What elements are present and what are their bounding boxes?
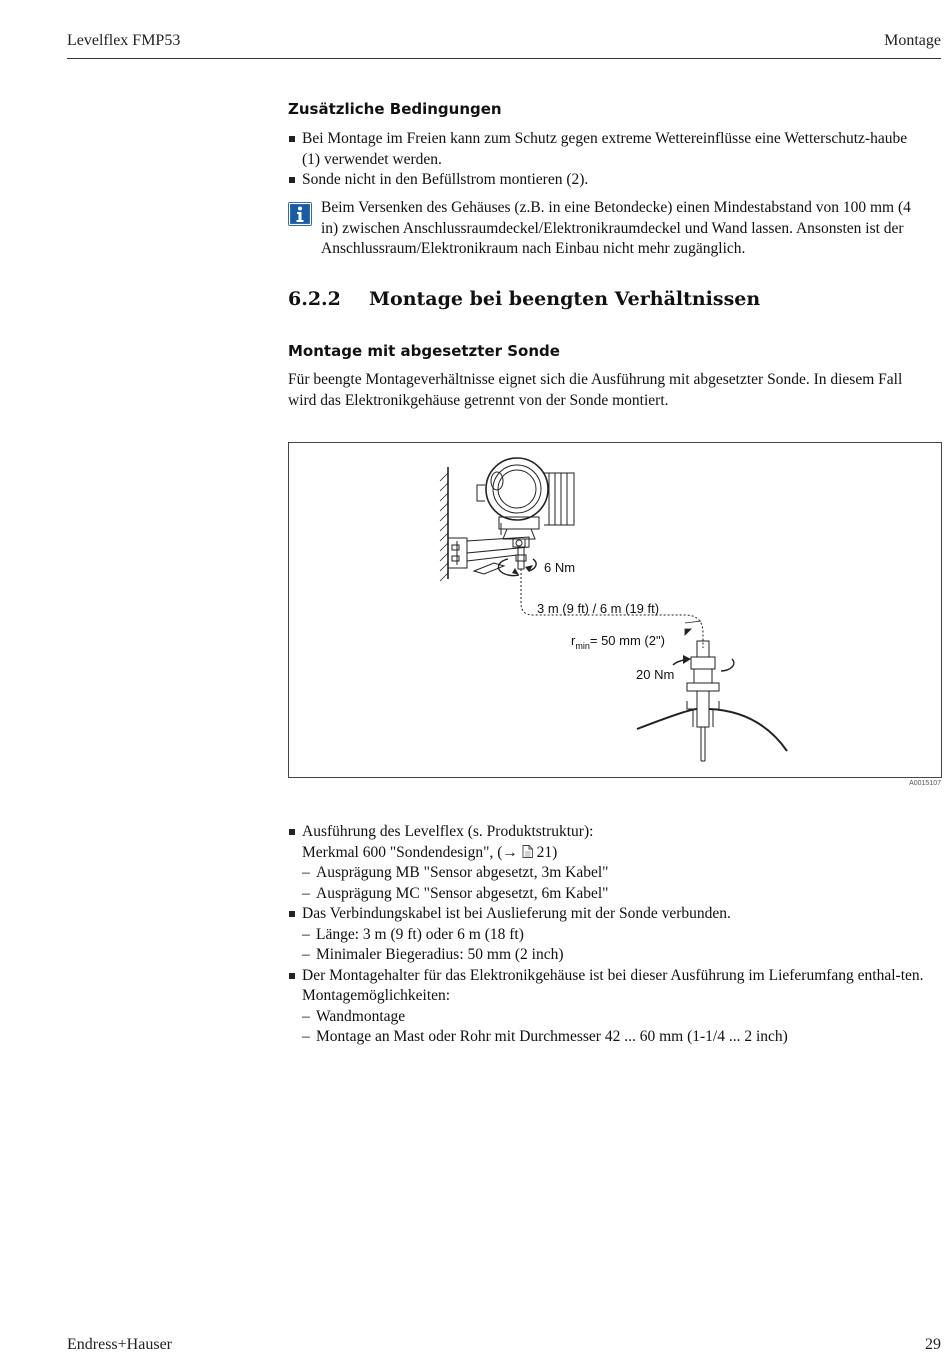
sub-item: – Ausprägung MB "Sensor abgesetzt, 3m Kabel" [302,863,928,884]
info-icon [288,202,312,226]
list-item: Ausführung des Levelflex (s. Produktstruktur): Merkmal 600 "Sondendesign", (→ 21) – Ausprägung MB "Sensor abgesetzt, 3m Kabel" – Ausprägung MC "Sensor abgesetzt, 6m Kabel" [288,822,928,904]
figure-id: A0015107 [909,780,941,787]
sub-item: – Montage an Mast oder Rohr mit Durchmesser 42 ... 60 mm (1-1/4 ... 2 inch) [302,1027,928,1048]
page-reference-icon [522,844,533,861]
note-text: Beim Versenken des Gehäuses (z.B. in eine Betondecke) einen Mindestabstand von 100 mm (4 in) zwischen Anschlussraumdeckel/Elektronikraumdeckel und Wand lassen. Ansonsten ist der Anschlussraum/Elektronikraum nach Einbau nicht mehr zugänglich. [321,199,911,257]
wall [440,467,448,581]
page-number: 29 [925,1336,941,1353]
header-rule [67,58,941,59]
probe-head [673,641,734,691]
subsection-intro: Für beengte Montageverhältnisse eignet sich die Ausführung mit abgesetzter Sonde. In diesem Fall wird das Elektronikgehäuse getrennt von der Sonde montiert. [288,371,903,409]
details-list [288,822,928,1048]
conditions-heading: Zusätzliche Bedingungen [288,100,502,118]
conditions-list [288,129,928,191]
tank-roof [637,691,787,761]
header-product: Levelflex FMP53 [67,32,181,49]
info-note [288,198,928,260]
torque-label-bottom: 20 Nm [636,667,675,682]
list-item: Bei Montage im Freien kann zum Schutz gegen extreme Wettereinflüsse eine Wetterschutz-haube (1) verwendet werden. [288,129,928,170]
remote-probe-diagram [289,443,941,777]
section-number: 6.2.2 [288,288,341,310]
connector-top [498,547,536,576]
sub-item: – Ausprägung MC "Sensor abgesetzt, 6m Kabel" [302,884,928,905]
cable-length-label: 3 m (9 ft) / 6 m (19 ft) [537,601,660,616]
section-title: Montage bei beengten Verhältnissen [369,288,761,310]
subsection-heading: Montage mit abgesetzter Sonde [288,342,560,360]
list-item: Das Verbindungskabel ist bei Auslieferung mit der Sonde verbunden. – Länge: 3 m (9 ft) oder 6 m (18 ft) – Minimaler Biegeradius: 50 mm (2 inch) [288,904,928,966]
figure-frame [288,442,942,778]
list-item: Sonde nicht in den Befüllstrom montieren (2). [288,170,928,191]
list-item: Der Montagehalter für das Elektronikgehäuse ist bei dieser Ausführung im Lieferumfang enthal-ten. Montagemöglichkeiten: – Wandmontage – Montage an Mast oder Rohr mit Durchmesser 42 ... 60 mm (1-1/4 ... 2 inch) [288,966,928,1048]
footer-company: Endress+Hauser [67,1336,172,1353]
torque-label-top: 6 Nm [544,560,576,575]
sub-item: – Minimaler Biegeradius: 50 mm (2 inch) [302,945,928,966]
bend-radius-label: $r_{min}= 50$ mm (2") [571,633,665,651]
electronics-housing [477,458,574,547]
sub-item: – Wandmontage [302,1007,928,1028]
sub-item: – Länge: 3 m (9 ft) oder 6 m (18 ft) [302,925,928,946]
header-section: Montage [884,32,941,49]
bend-radius-marker [685,621,701,635]
